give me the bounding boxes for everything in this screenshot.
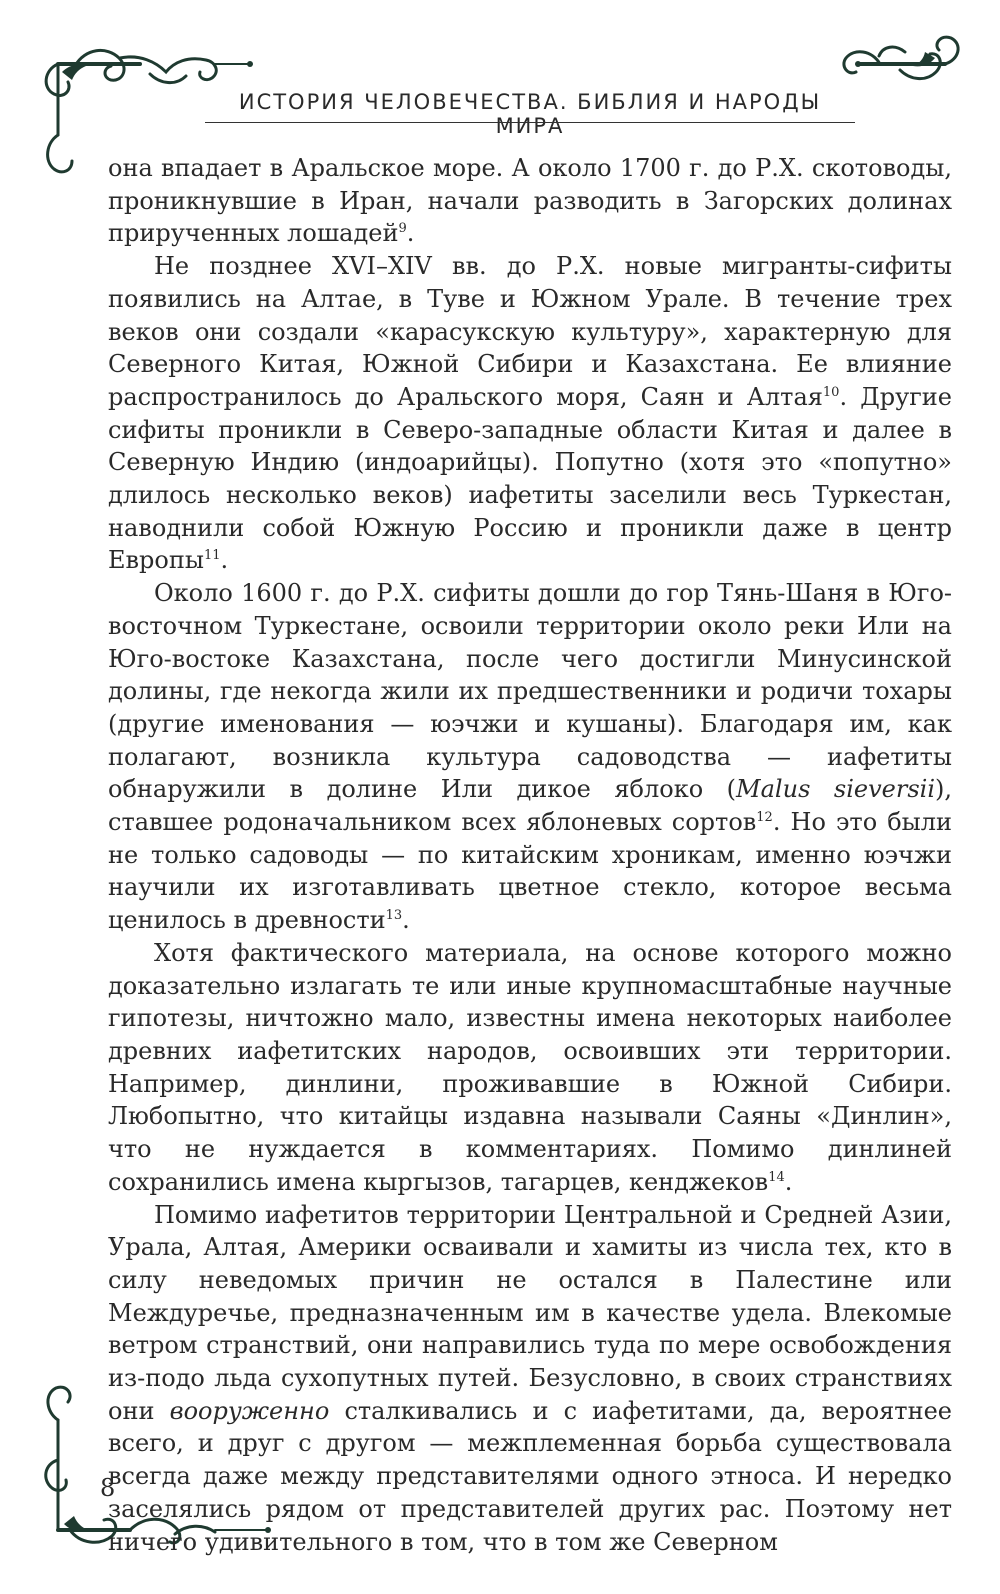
paragraph: Помимо иафетитов территории Центральной и Средней Азии, Урала, Алтая, Америки осваивали и хамиты из числа тех, кто в силу неведомых причин не остался в Палестине или Междуречье, предназначенным им в качестве удела. Влекомые ветром странствий, они направились туда по мере освобождения из-подо льда сухопутных путей. Безусловно, в своих странствиях они вооруженно сталкивались и с иафетитами, да, вероятнее всего, и друг с другом — межплеменная борьба существовала всегда даже между представителями одного этноса. И нередко заселялись рядом от представителей других рас. Поэтому нет ничего удивительного в том, что в том же Северном <box>108 1200 952 1556</box>
header-rule <box>205 122 855 123</box>
footnote-ref: 12 <box>756 810 773 826</box>
body-text <box>108 152 952 1558</box>
paragraph: Не позднее XVI–XIV вв. до Р.Х. новые мигранты-сифиты появились на Алтае, в Туве и Южном Урале. В течение трех веков они создали «карасукскую культуру», характерную для Северного Китая, Южной Сибири и Казахстана. Ее влияние распространилось до Аральского моря, Саян и Алтая$^{10}$. Другие сифиты проникли в Северо-западные области Китая и далее в Северную Индию (индоарийцы). Попутно (хотя это «попутно» длилось несколько веков) иафетиты заселили весь Туркестан, наводнили собой Южную Россию и проникли даже в центр Европы$^{11}$. <box>108 252 952 575</box>
paragraph: Хотя фактического материала, на основе которого можно доказательно излагать те или иные крупномасштабные научные гипотезы, ничтожно мало, известны имена некоторых наиболее древних иафетитских народов, освоивших эти территории. Например, динлини, проживавшие в Южной Сибири. Любопытно, что китайцы издавна называли Саяны «Динлин», что не нуждается в комментариях. Помимо динлиней сохранились имена кыргызов, тагарцев, кенджеков$^{14}$. <box>108 938 952 1196</box>
footnote-ref: 13 <box>385 908 403 924</box>
footnote-ref: 11 <box>203 548 221 564</box>
footnote-ref: 10 <box>822 384 840 400</box>
footnote-ref: 14 <box>768 1169 785 1185</box>
footnote-ref: 9 <box>398 221 407 237</box>
emphasis: вооруженно <box>169 1396 330 1425</box>
paragraph: она впадает в Аральское море. А около 1700 г. до Р.Х. скотоводы, проникнувшие в Иран, начали разводить в Загорских долинах прирученных лошадей$^9$. <box>108 154 952 248</box>
running-title: ИСТОРИЯ ЧЕЛОВЕЧЕСТВА. БИБЛИЯ И НАРОДЫ МИРА <box>238 90 822 138</box>
latin-term: Malus sieversii <box>736 775 936 804</box>
paragraph: Около 1600 г. до Р.Х. сифиты дошли до гор Тянь-Шаня в Юго-восточном Туркестане, освоили территории около реки Или на Юго-востоке Казахстана, после чего достигли Минусинской долины, где некогда жили их предшественники и родичи тохары (другие именования — юэчжи и кушаны). Благодаря им, как полагают, возникла культура садоводства — иафетиты обнаружили в долине Или дикое яблоко (Malus sieversii), ставшее родоначальником всех яблоневых сортов$^{12}$. Но это были не только садоводы — по китайским хроникам, именно юэчжи научили их изготавливать цветное стекло, которое весьма ценилось в древности$^{13}$. <box>108 579 953 935</box>
page-number: 8 <box>100 1474 116 1502</box>
